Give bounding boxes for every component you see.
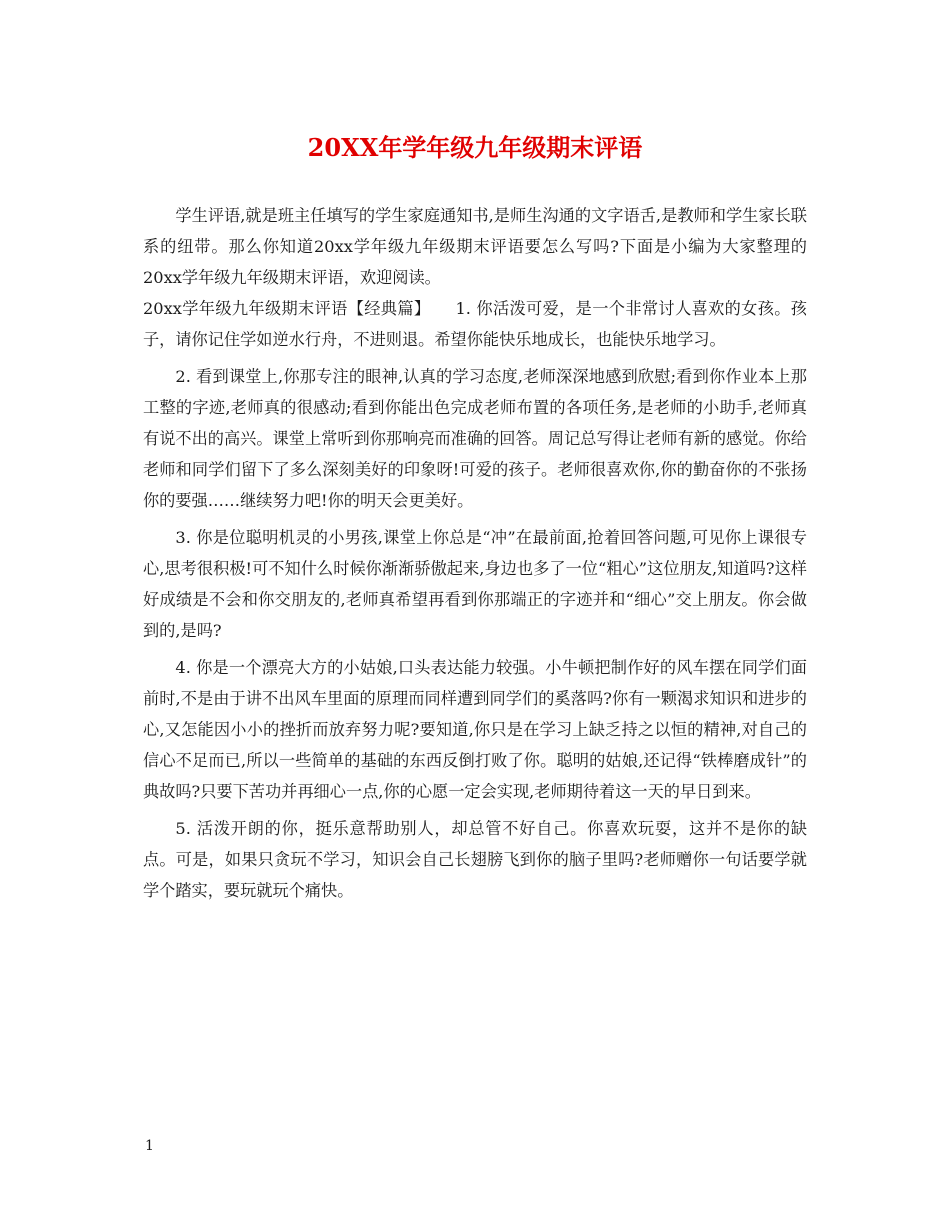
paragraph-1: 20xx学年级九年级期末评语【经典篇】 1. 你活泼可爱，是一个非常讨人喜欢的女孩。孩子，请你记住学如逆水行舟，不进则退。希望你能快乐地成长，也能快乐地学习。 bbox=[143, 299, 807, 349]
intro-paragraph: 学生评语,就是班主任填写的学生家庭通知书,是师生沟通的文字语舌,是教师和学生家长联系的纽带。那么你知道20xx学年级九年级期末评语要怎么写吗?下面是小编为大家整理的20xx学年级九年级期末评语，欢迎阅读。 bbox=[143, 206, 807, 287]
page-number: 1 bbox=[145, 1138, 154, 1154]
paragraph-4: 4. 你是一个漂亮大方的小姑娘,口头表达能力较强。小牛顿把制作好的风车摆在同学们面前时,不是由于讲不出风车里面的原理而同样遭到同学们的奚落吗?你有一颗渴求知识和进步的心,又怎能因小小的挫折而放弃努力呢?要知道,你只是在学习上缺乏持之以恒的精神,对自己的信心不足而已,所以一些简单的基础的东西反倒打败了你。聪明的姑娘,还记得“铁棒磨成针”的典故吗?只要下苦功并再细心一点,你的心愿一定会实现,老师期待着这一天的早日到来。 bbox=[143, 658, 807, 801]
document-body bbox=[143, 200, 807, 906]
document-title: 20XX年学年级九年级期末评语 bbox=[307, 133, 643, 162]
paragraph-5: 5. 活泼开朗的你，挺乐意帮助别人，却总管不好自己。你喜欢玩耍，这并不是你的缺点。可是，如果只贪玩不学习，知识会自己长翅膀飞到你的脑子里吗?老师赠你一句话要学就学个踏实，要玩就玩个痛快。 bbox=[143, 819, 807, 900]
paragraph-2: 2. 看到课堂上,你那专注的眼神,认真的学习态度,老师深深地感到欣慰;看到你作业本上那工整的字迹,老师真的很感动;看到你能出色完成老师布置的各项任务,是老师的小助手,老师真有说不出的高兴。课堂上常听到你那响亮而准确的回答。周记总写得让老师有新的感觉。你给老师和同学们留下了多么深刻美好的印象呀!可爱的孩子。老师很喜欢你,你的勤奋你的不张扬你的要强……继续努力吧!你的明天会更美好。 bbox=[143, 367, 807, 510]
paragraph-3: 3. 你是位聪明机灵的小男孩,课堂上你总是“冲”在最前面,抢着回答问题,可见你上课很专心,思考很积极!可不知什么时候你渐渐骄傲起来,身边也多了一位“粗心”这位朋友,知道吗?这样好成绩是不会和你交朋友的,老师真希望再看到你那端正的字迹并和“细心”交上朋友。你会做到的,是吗? bbox=[143, 528, 807, 640]
